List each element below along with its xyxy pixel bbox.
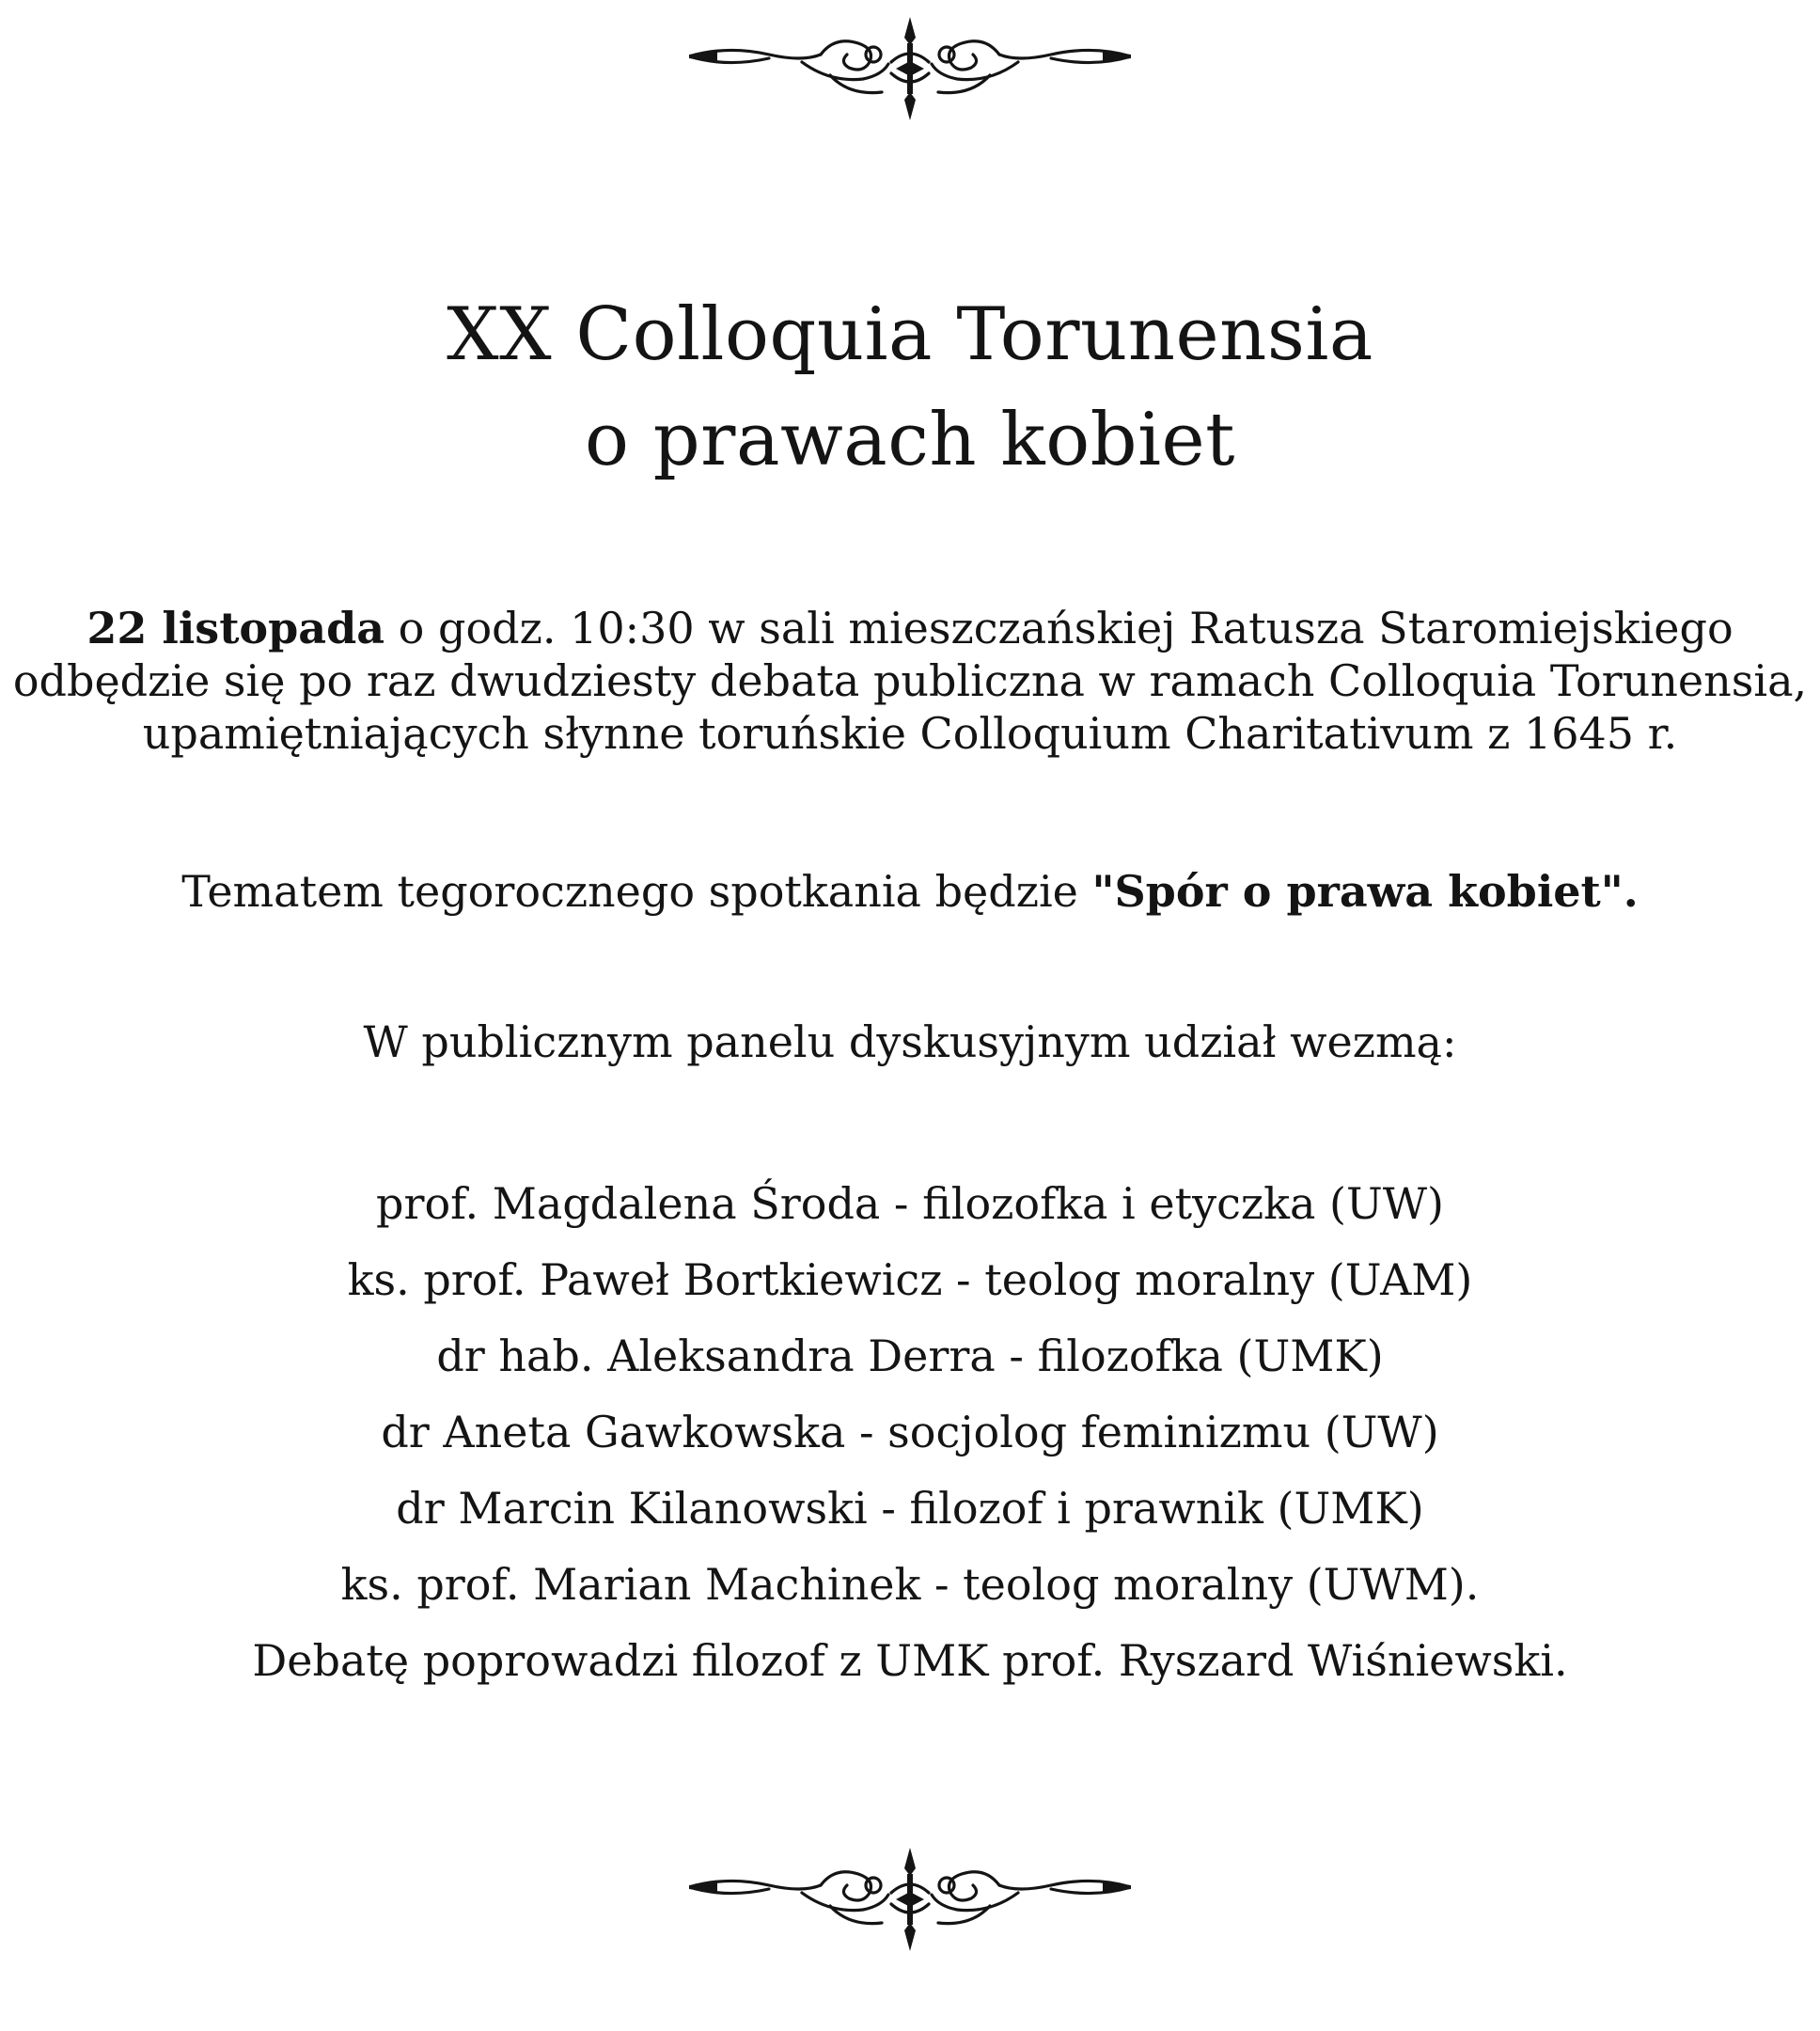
topic-prefix: Tematem tegorocznego spotkania będzie <box>181 866 1092 917</box>
topic-paragraph <box>0 865 1820 918</box>
title-line-1: XX Colloquia Torunensia <box>447 292 1373 377</box>
moderator-line: Debatę poprowadzi filozof z UMK prof. Ryszard Wiśniewski. <box>252 1635 1568 1686</box>
intro-line-3: upamiętniających słynne toruńskie Colloquium Charitativum z 1645 r. <box>142 708 1678 759</box>
intro-line-2: odbędzie się po raz dwudziesty debata publiczna w ramach Colloquia Torunensia, <box>12 655 1808 706</box>
title-line-2: o prawach kobiet <box>584 398 1236 482</box>
participant-item: ks. prof. Paweł Bortkiewicz - teolog moralny (UAM) <box>347 1254 1473 1305</box>
panel-intro: W publicznym panelu dyskusyjnym udział wezmą: <box>363 1016 1457 1067</box>
participant-item: dr Marcin Kilanowski - filozof i prawnik (UMK) <box>396 1483 1424 1534</box>
bottom-flourish-ornament <box>0 1848 1820 1951</box>
top-flourish-ornament <box>0 17 1820 120</box>
intro-line-1-text: o godz. 10:30 w sali mieszczańskiej Ratusza Staromiejskiego <box>384 603 1734 653</box>
event-date: 22 listopada <box>86 603 385 653</box>
participants-list <box>0 1166 1820 1699</box>
participant-item: dr Aneta Gawkowska - socjolog feminizmu (UW) <box>381 1407 1439 1457</box>
participant-item: dr hab. Aleksandra Derra - filozofka (UMK) <box>436 1330 1384 1381</box>
participant-item: ks. prof. Marian Machinek - teolog moralny (UWM). <box>340 1559 1480 1610</box>
participant-item: prof. Magdalena Środa - filozofka i etyczka (UW) <box>376 1178 1444 1229</box>
intro-line-1 <box>0 602 1820 654</box>
topic-title: "Spór o prawa kobiet". <box>1091 866 1639 917</box>
flourish-divider-icon <box>689 17 1131 120</box>
flourish-divider-icon <box>689 1848 1131 1951</box>
page-title <box>0 282 1820 493</box>
intro-paragraph <box>0 602 1820 760</box>
